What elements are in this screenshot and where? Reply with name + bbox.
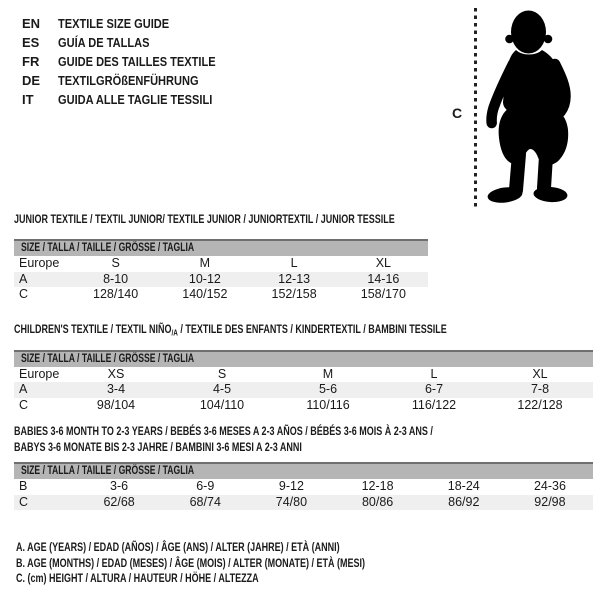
table-cell: S [217,366,227,381]
height-measure-dotted-line [474,8,477,207]
table-cell: 86/92 [448,494,480,509]
language-row [22,33,243,52]
table-cell: 8-10 [103,271,129,286]
language-label: GUIDA ALLE TAGLIE TESSILI [58,92,213,107]
table-cell: 152/158 [271,287,317,301]
toddler-silhouette-icon [482,6,594,206]
table-cell: L [290,256,298,270]
footnote-a: A. AGE (YEARS) / EDAD (AÑOS) / ÂGE (ANS) / ALTER (JAHRE) / ETÀ (ANNI) [16,540,340,554]
row-label: Europe [19,366,60,381]
section-title: JUNIOR TEXTILE / TEXTIL JUNIOR/ TEXTILE JUNIOR / JUNIORTEXTIL / JUNIOR TESSILE [14,212,395,226]
row-label: C [19,494,29,509]
table-cell: L [430,366,438,381]
table-cell: 6-7 [424,382,444,396]
table-row [14,495,593,511]
table-row [14,479,593,495]
table-cell: XL [532,366,548,381]
table-cell: 7-8 [530,382,550,396]
size-header-bar: SIZE / TALLA / TAILLE / GRÖSSE / TAGLIA [14,350,593,367]
table-row [14,287,428,303]
row-label: C [19,397,29,412]
table-row [14,272,428,288]
language-label: TEXTILE SIZE GUIDE [58,16,170,31]
section-childrens-textile [14,322,593,413]
table-cell: 92/98 [534,494,566,509]
language-row [22,52,243,71]
section-title-line1: BABIES 3-6 MONTH TO 2-3 YEARS / BEBÉS 3-6 MESES A 2-3 AÑOS / BÉBÉS 3-6 MOIS À 2-3 ANS / [14,424,433,438]
size-header-bar: SIZE / TALLA / TAILLE / GRÖSSE / TAGLIA [14,462,593,479]
footnote-b: B. AGE (MONTHS) / EDAD (MESES) / ÂGE (MOIS) / ALTER (MONATE) / ETÀ (MESI) [16,555,365,570]
section-title: CHILDREN'S TEXTILE / TEXTIL $NIÑO_{/A}$ / TEXTILE DES ENFANTS / KINDERTEXTIL / BAMBINI TESSILE [14,322,447,338]
table-cell: S [111,256,120,270]
section-babies-textile [14,424,593,510]
table-cell: 5-6 [318,382,338,396]
table-cell: 3-6 [110,479,129,493]
table-cell: 116/122 [411,397,457,412]
table-cell: XS [107,366,125,381]
height-measure-label: C [452,105,463,121]
table-cell: 6-9 [196,479,215,493]
table-cell: 3-4 [106,382,126,396]
table-cell: 4-5 [212,382,232,396]
language-code: ES [22,35,40,50]
table-cell: 104/110 [199,397,245,412]
language-code: DE [22,73,41,88]
table-cell: XL [375,256,392,270]
row-label: Europe [19,256,60,270]
section-junior-textile [14,212,428,303]
language-label: GUÍA DE TALLAS [58,35,150,50]
size-header-bar: SIZE / TALLA / TAILLE / GRÖSSE / TAGLIA [14,239,428,256]
table-cell: 110/116 [306,397,350,412]
table-cell: 128/140 [93,287,139,301]
table-cell: 158/170 [360,287,406,301]
language-list [22,14,243,109]
row-label: A [19,382,28,396]
language-row [22,14,243,33]
table-cell: 62/68 [103,494,135,509]
table-row [14,256,428,272]
language-label: TEXTILGRÖßENFÜHRUNG [58,73,199,88]
table-cell: 98/104 [96,397,136,412]
table-cell: M [322,366,334,381]
table-cell: 9-12 [278,479,304,493]
table-cell: 10-12 [188,271,221,286]
table-cell: 18-24 [447,479,480,493]
table-cell: 24-36 [533,479,566,493]
language-label: GUIDE DES TAILLES TEXTILE [58,54,216,69]
table-row [14,367,593,383]
table-cell: 68/74 [189,494,221,509]
table-cell: 80/86 [361,494,394,509]
row-label: A [19,271,28,286]
footnote-c: C. (cm) HEIGHT / ALTURA / HAUTEUR / HÖHE / ALTEZZA [16,571,259,585]
language-code: IT [22,92,34,107]
table-row [14,398,593,414]
table-cell: 12-13 [278,271,311,286]
table-cell: 14-16 [367,271,400,286]
table-cell: 74/80 [275,494,308,509]
table-cell: 12-18 [361,479,394,493]
language-code: FR [22,54,40,69]
table-cell: 140/152 [182,287,228,301]
row-label: B [19,479,28,493]
language-row [22,90,243,109]
language-row [22,71,243,90]
footnotes [16,540,481,587]
subscript-a: /A [171,327,178,338]
table-cell: M [199,256,211,270]
language-code: EN [22,16,41,31]
table-row [14,382,593,398]
section-title-line2: BABYS 3-6 MONATE BIS 2-3 JAHRE / BAMBINI 3-6 MESI A 2-3 ANNI [14,439,302,454]
row-label: C [19,287,29,301]
table-cell: 122/128 [517,397,563,412]
